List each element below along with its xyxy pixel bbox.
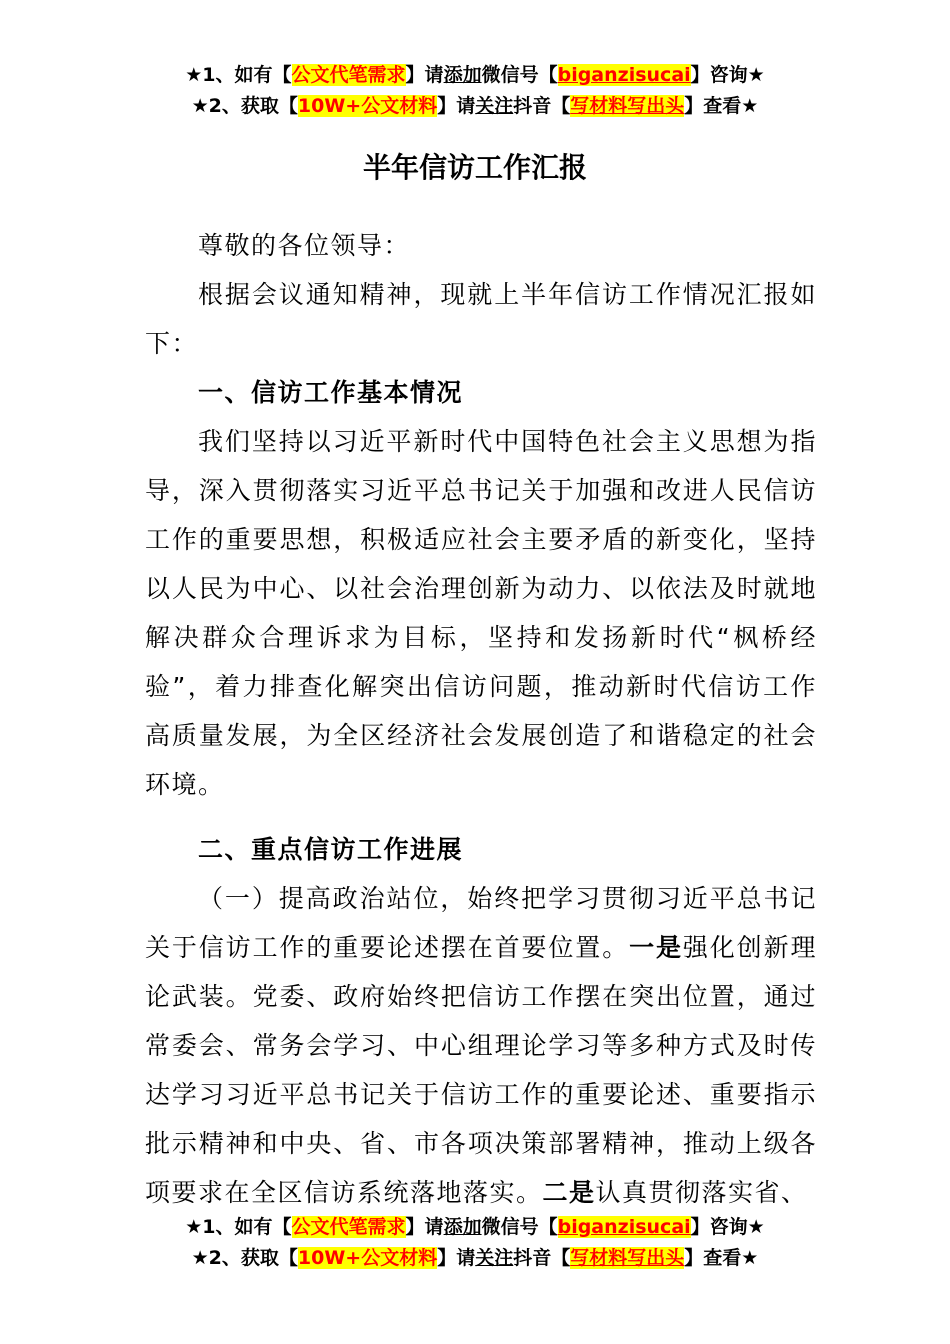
text-segment: 10W+公文材料 [297,1247,438,1269]
document-body [145,221,817,1217]
text-segment: 强化创新理论武装。党委、政府始终把信访工作摆在突出位置，通过常委会、常务会学习、中心组理论学习等多种方式及时传达学习习近平总书记关于信访工作的重要论述、重要指示批示精神和中央、省、市各项决策部署精神，推动上级各项要求在全区信访系统落地落实。 [145,933,817,1207]
text-segment: 一是 [629,933,683,962]
section-heading-1 [145,368,817,417]
promo-header-line-2 [0,91,950,122]
text-segment: ★1、如有【 [185,64,292,86]
promo-header [0,60,950,122]
text-segment: biganzisucai [557,64,691,86]
text-segment: 公文代笔需求 [291,1216,406,1238]
text-segment: 添加 [443,1216,482,1238]
text-segment: 】咨询★ [690,64,765,86]
text-segment: 】请 [405,64,444,86]
text-segment: 】请 [405,1216,444,1238]
text-segment: 认真贯彻落实省、 [595,1178,808,1207]
promo-footer [0,1212,950,1274]
text-segment: 】咨询★ [690,1216,765,1238]
text-segment: ★1、如有【 [185,1216,292,1238]
text-segment: 二是 [542,1178,596,1207]
section-heading-2 [145,825,817,874]
promo-footer-line-2 [0,1243,950,1274]
promo-header-line-1 [0,60,950,91]
text-segment: 】请 [437,1247,476,1269]
text-segment: 抖音【 [513,1247,571,1269]
section-1-paragraph [145,417,817,809]
section-2-paragraph [145,874,817,1217]
text-segment: 】查看★ [684,95,759,117]
text-segment: 写材料写出头 [570,1247,685,1269]
text-segment: biganzisucai [557,1216,691,1238]
text-segment: 微信号【 [481,1216,558,1238]
text-segment: 10W+公文材料 [297,95,438,117]
text-segment: 写材料写出头 [570,95,685,117]
text-segment: 公文代笔需求 [291,64,406,86]
text-segment: 尊敬的各位领导： [198,231,411,260]
document-title: 半年信访工作汇报 [362,151,587,184]
text-segment: 一、信访工作基本情况 [198,378,464,407]
text-segment: ★2、获取【 [191,95,298,117]
text-segment: 微信号【 [481,64,558,86]
text-segment: 关注 [475,1247,514,1269]
text-segment: 抖音【 [513,95,571,117]
text-segment: 我们坚持以习近平新时代中国特色社会主义思想为指导，深入贯彻落实习近平总书记关于加强和改进人民信访工作的重要思想，积极适应社会主要矛盾的新变化，坚持以人民为中心、以社会治理创新为动力、以依法及时就地解决群众合理诉求为目标，坚持和发扬新时代“枫桥经验”，着力排查化解突出信访问题，推动新时代信访工作高质量发展，为全区经济社会发展创造了和谐稳定的社会环境。 [145,427,817,799]
text-segment: （一）提高政治站位，始终把学习贯彻习近平总书记关于信访工作的重要论述摆在首要位置。 [145,884,817,962]
promo-footer-line-1 [0,1212,950,1243]
text-segment: 关注 [475,95,514,117]
text-segment: 添加 [443,64,482,86]
intro-paragraph [145,270,817,368]
text-segment: 二、重点信访工作进展 [198,835,464,864]
text-segment: 根据会议通知精神，现就上半年信访工作情况汇报如下： [145,280,817,358]
text-segment: 】查看★ [684,1247,759,1269]
text-segment: 】请 [437,95,476,117]
salutation-paragraph [145,221,817,270]
text-segment: ★2、获取【 [191,1247,298,1269]
